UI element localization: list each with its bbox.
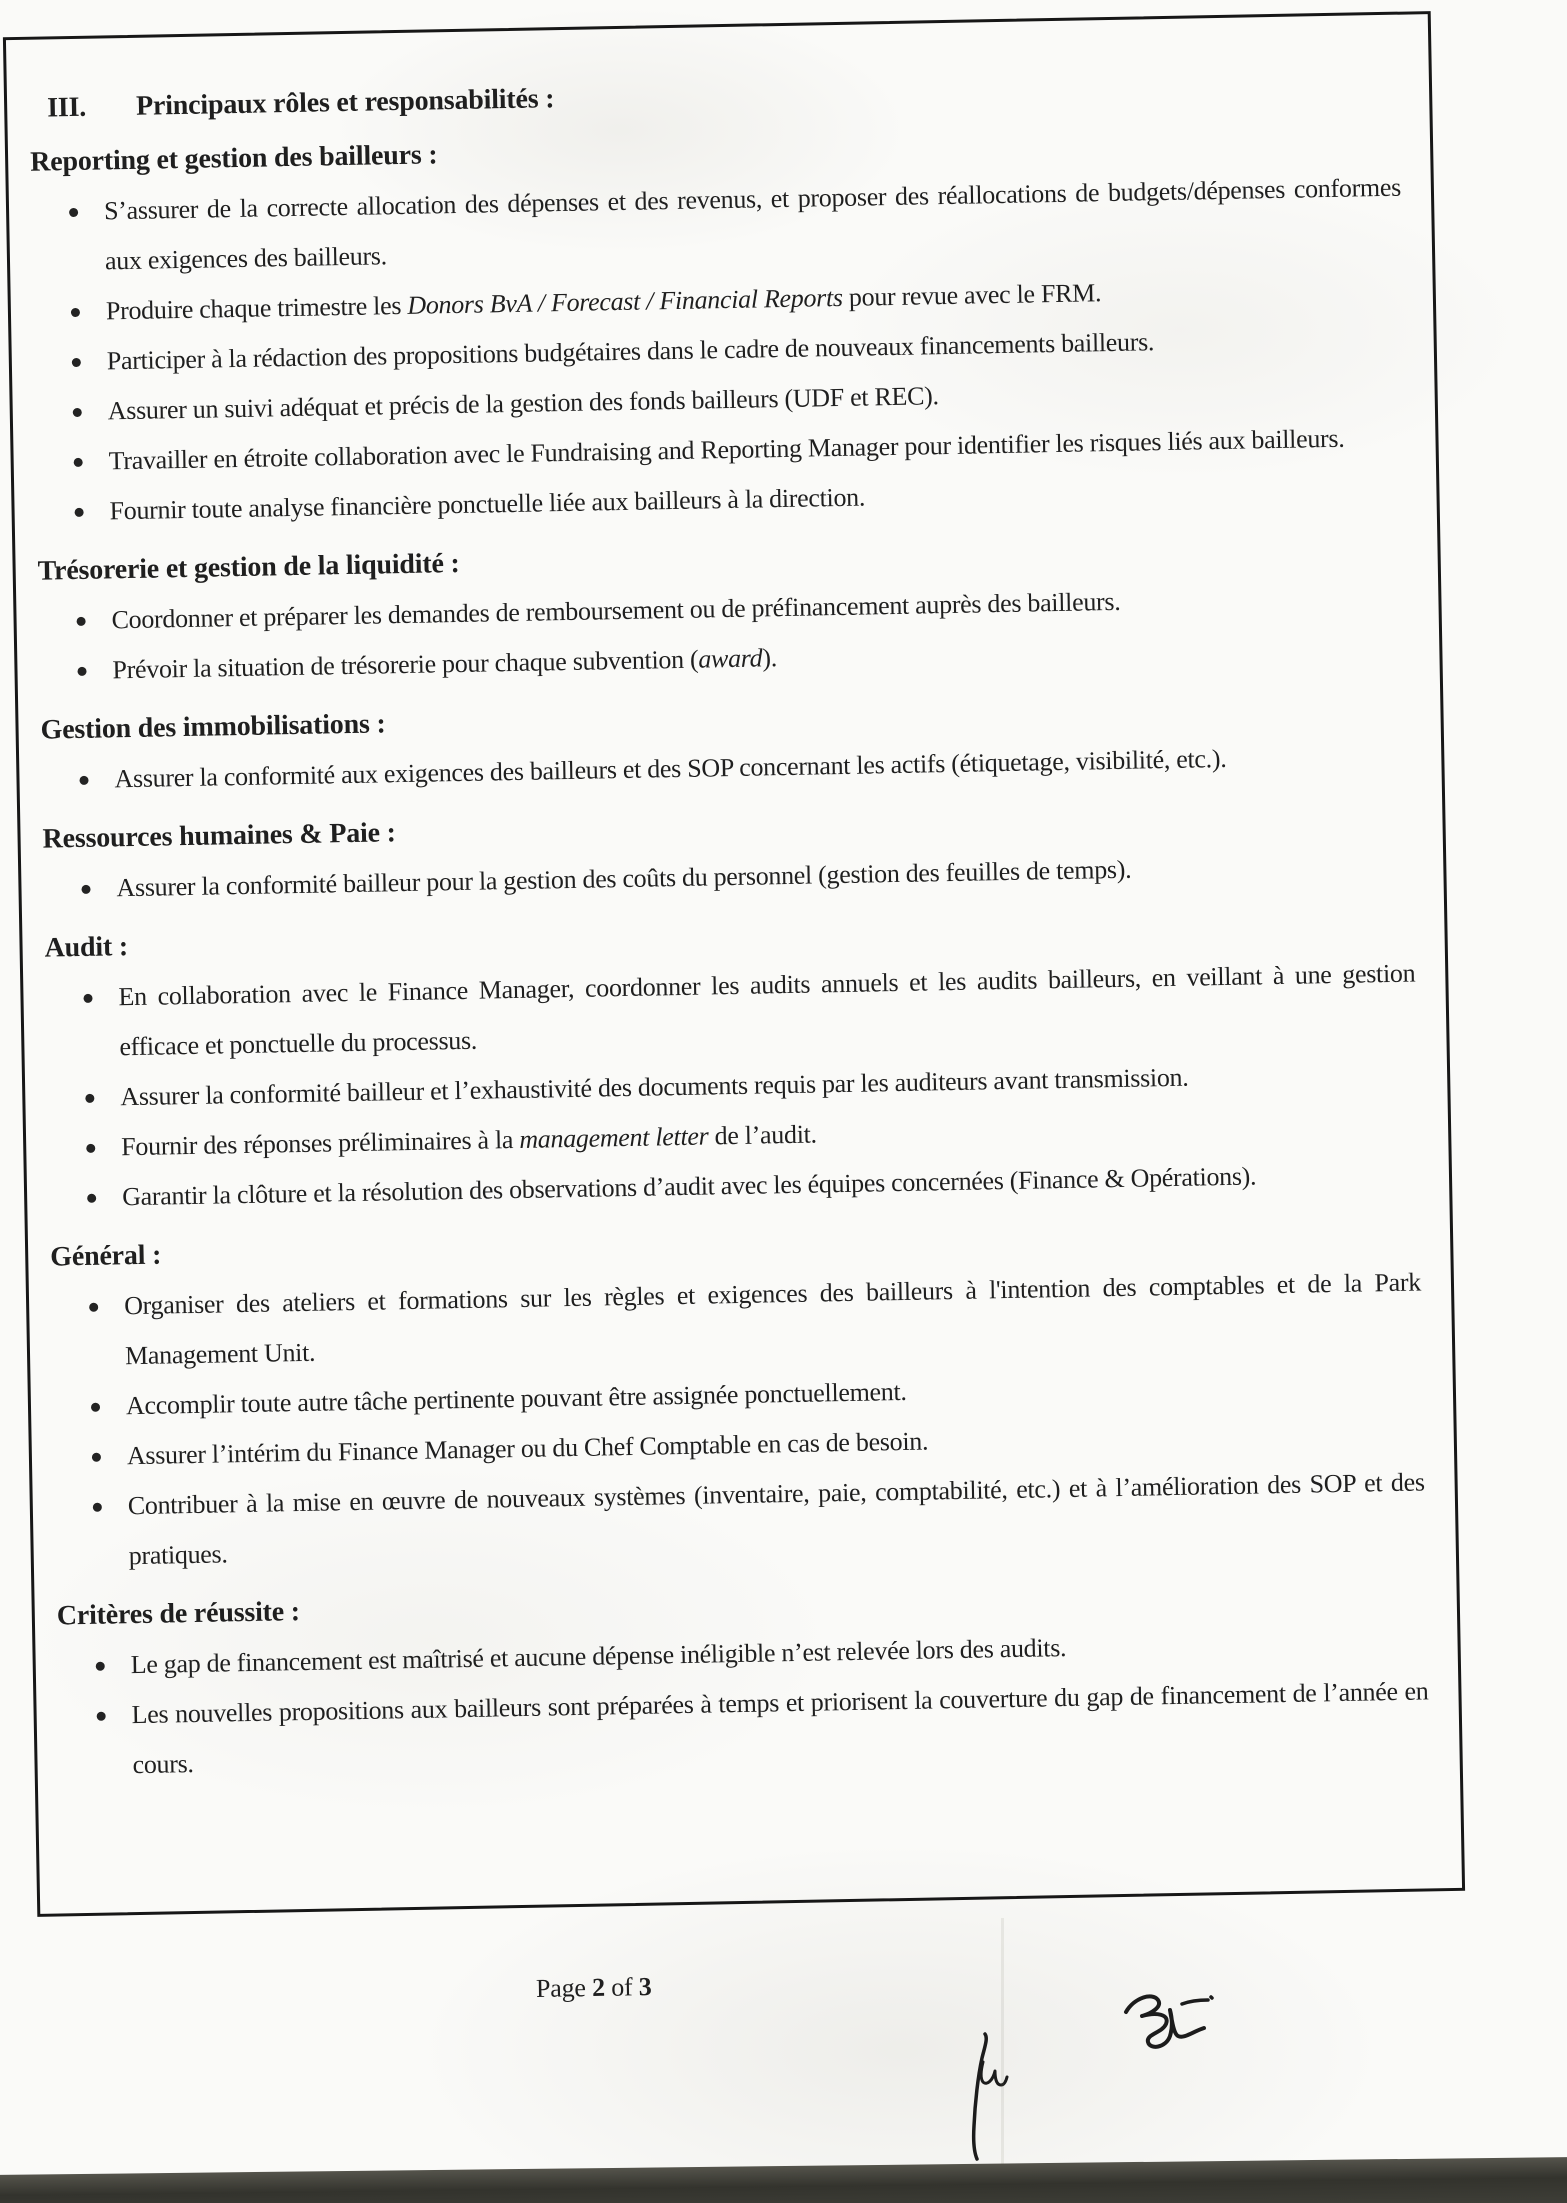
text-segment: de l’audit. <box>708 1119 817 1151</box>
page-title: Principaux rôles et responsabilités : <box>135 83 555 122</box>
text-segment: Assurer la conformité aux exigences des bailleurs et des SOP concernant les actifs (étiquetage, visibilité, etc.). <box>114 743 1227 794</box>
bullet-icon <box>72 358 81 367</box>
text-segment: pour revue avec le FRM. <box>842 278 1102 312</box>
text-segment: Travailler en étroite collaboration avec le Fundraising and Reporting Manager pour identifier les risques liés aux bailleurs. <box>108 423 1345 476</box>
page-footer <box>536 1971 652 2005</box>
footer-word-of: of <box>610 1972 633 2002</box>
section-audit <box>40 899 1419 1224</box>
footer-word-page: Page <box>535 1973 586 2004</box>
signature-right-icon <box>1112 1990 1216 2070</box>
text-segment: Le gap de financement est maîtrisé et aucune dépense inéligible n’est relevée lors des audits. <box>130 1633 1067 1680</box>
bullet-icon <box>71 308 80 317</box>
text-segment: management letter <box>519 1121 709 1154</box>
section-tresorerie <box>33 522 1410 697</box>
bullet-icon <box>91 1403 100 1412</box>
page-total: 3 <box>638 1971 652 2002</box>
text-segment: award <box>698 643 763 674</box>
bullet-icon <box>75 508 84 517</box>
section-heading: Général : <box>49 1239 162 1273</box>
section-reporting <box>26 113 1407 538</box>
text-segment: Coordonner et préparer les demandes de remboursement ou de préfinancement auprès des bailleurs. <box>111 586 1121 635</box>
bullet-icon <box>74 458 83 467</box>
bullet-icon <box>79 776 88 785</box>
text-segment: Contribuer à la mise en œuvre de nouveaux systèmes (inventaire, paie, comptabilité, etc.) et à l’amélioration des SOP et des pratiques. <box>127 1467 1425 1571</box>
text-segment: Assurer la conformité bailleur pour la gestion des coûts du personnel (gestion des feuilles de temps). <box>116 854 1132 903</box>
scan-streak-artifact <box>1001 1918 1004 2203</box>
page-number: 2 <box>591 1972 606 2003</box>
section-heading: Ressources humaines & Paie : <box>42 817 397 855</box>
document-border-box <box>3 11 1465 1917</box>
text-segment: Assurer l’intérim du Finance Manager ou du Chef Comptable en cas de besoin. <box>126 1426 929 1471</box>
scanner-edge-band <box>0 2157 1567 2203</box>
text-segment: Assurer la conformité bailleur et l’exhaustivité des documents requis par les auditeurs avant transmission. <box>120 1062 1189 1112</box>
text-segment: Prévoir la situation de trésorerie pour chaque subvention ( <box>112 644 699 685</box>
bullet-icon <box>89 1303 98 1312</box>
section-heading: Gestion des immobilisations : <box>40 708 386 746</box>
section-immobilisations <box>36 681 1412 806</box>
bullet-icon <box>77 617 86 626</box>
section-heading: Trésorerie et gestion de la liquidité : <box>37 547 460 587</box>
text-segment: Donors BvA / Forecast / Financial Reports <box>407 282 843 320</box>
bullet-icon <box>85 1094 94 1103</box>
bullet-icon <box>73 408 82 417</box>
bullet-icon <box>93 1503 102 1512</box>
text-segment: Participer à la rédaction des propositions budgétaires dans le cadre de nouveaux financements bailleurs. <box>106 327 1155 376</box>
bullet-icon <box>86 1144 95 1153</box>
section-heading: Audit : <box>44 931 129 964</box>
text-segment: Fournir des réponses préliminaires à la <box>120 1124 520 1162</box>
bullet-icon <box>96 1662 105 1671</box>
section-heading: Critères de réussite : <box>56 1596 301 1632</box>
text-segment: Garantir la clôture et la résolution des observations d’audit avec les équipes concernées (Finance & Opérations). <box>121 1161 1257 1212</box>
section-criteres <box>52 1566 1429 1791</box>
text-segment: ). <box>762 643 778 673</box>
text-segment: Les nouvelles propositions aux bailleurs sont préparées à temps et priorisent la couverture du gap de financement de l’année en cours. <box>131 1676 1429 1780</box>
section-heading: Reporting et gestion des bailleurs : <box>29 139 438 178</box>
text-segment: Produire chaque trimestre les <box>105 290 408 326</box>
section-number: III. <box>46 91 87 124</box>
text-segment: Accomplir toute autre tâche pertinente pouvant être assignée ponctuellement. <box>125 1376 907 1421</box>
bullet-icon <box>77 667 86 676</box>
text-segment: S’assurer de la correcte allocation des dépenses et des revenus, et proposer des réallocations de budgets/dépenses conformes aux exigences des bailleurs. <box>103 172 1402 276</box>
text-segment: En collaboration avec le Finance Manager, coordonner les audits annuels et les audits bailleurs, en veillant à une gestion efficace et ponctuelle du processus. <box>118 958 1416 1062</box>
bullet-icon <box>97 1712 106 1721</box>
bullet-icon <box>69 208 78 217</box>
bullet-icon <box>87 1194 96 1203</box>
text-segment: Fournir toute analyse financière ponctuelle liée aux bailleurs à la direction. <box>109 482 866 526</box>
bullet-icon <box>81 885 90 894</box>
section-general <box>46 1207 1426 1582</box>
text-segment: Assurer un suivi adéquat et précis de la gestion des fonds bailleurs (UDF et REC). <box>107 381 939 426</box>
bullet-icon <box>92 1453 101 1462</box>
bullet-icon <box>83 994 92 1003</box>
text-segment: Organiser des ateliers et formations sur les règles et exigences des bailleurs à l'intention des comptables et de la Park Management Unit. <box>123 1267 1422 1371</box>
section-rh-paie <box>38 790 1414 915</box>
